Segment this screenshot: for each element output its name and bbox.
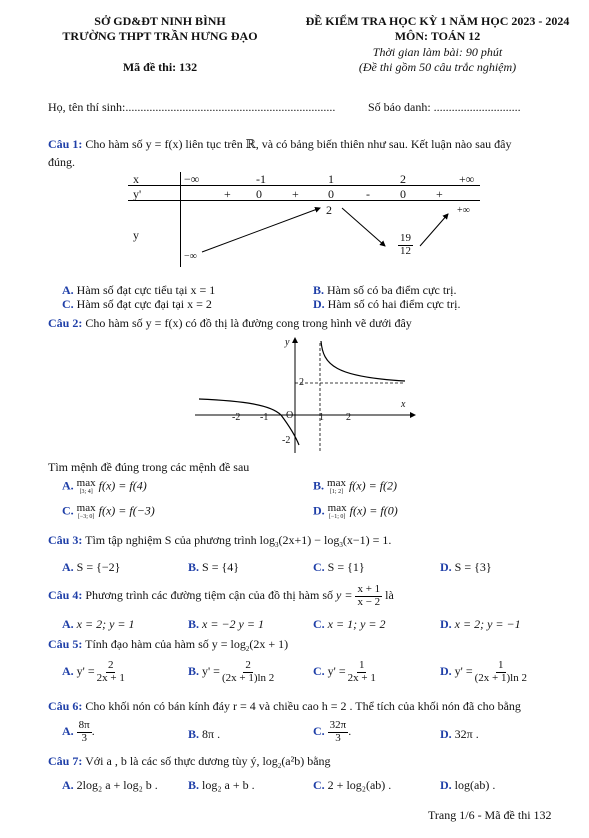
- y-value-fraction: $\frac{19}{12}$: [400, 232, 411, 257]
- answer-d[interactable]: D. x = 2; y = −1: [440, 617, 521, 631]
- graph-origin: O: [286, 410, 294, 421]
- x-value: +∞: [459, 172, 475, 186]
- graph-tick: -2: [282, 435, 291, 446]
- graph-x-label: x: [401, 399, 406, 410]
- answer-c[interactable]: C. max [−3; 0] f(x) = f(−3): [62, 502, 155, 520]
- exam-time: Thời gian làm bài: 90 phút: [372, 45, 503, 59]
- question-6: Câu 6: Cho khối nón có bán kính đáy r = 4 và chiều cao h = 2 . Thể tích của khối nón đã cho bằng: [48, 699, 521, 713]
- y-value: 2: [326, 203, 332, 217]
- school-name: TRƯỜNG THPT TRẦN HƯNG ĐẠO: [62, 29, 258, 43]
- function-graph: [195, 335, 420, 455]
- dept-name: SỞ GD&ĐT NINH BÌNH: [94, 14, 226, 28]
- question-number: Câu 1:: [48, 137, 83, 151]
- answer-c[interactable]: C. y' = $\frac{1}{2x + 1}$: [313, 659, 376, 684]
- y-value: −∞: [184, 251, 197, 262]
- answer-a[interactable]: A. max [3; 4] f(x) = f(4): [62, 477, 147, 495]
- answer-d[interactable]: D. 32π .: [440, 727, 479, 741]
- y-value: +∞: [457, 205, 470, 216]
- page-footer: Trang 1/6 - Mã đề thi 132: [428, 808, 552, 822]
- graph-tick: 2: [299, 377, 304, 388]
- answer-c[interactable]: C. 2 + log₂(ab) .: [313, 778, 392, 792]
- question-text: Cho hàm số y = f(x) liên tục trên ℝ, và có bảng biến thiên như sau. Kết luận nào sau đây: [85, 137, 512, 151]
- sign: -: [366, 187, 370, 201]
- answer-d[interactable]: D. log(ab) .: [440, 778, 496, 792]
- answer-a[interactable]: A. 2log₂ a + log₂ b .: [62, 778, 158, 792]
- answer-b[interactable]: B. log₂ a + b .: [188, 778, 255, 792]
- answer-b[interactable]: B. S = {4}: [188, 560, 239, 574]
- graph-tick: 1: [319, 412, 324, 423]
- student-name-field: Họ, tên thí sinh:......................................................................: [48, 100, 336, 114]
- x-value: -1: [256, 172, 266, 186]
- answer-c[interactable]: C. $\frac{32\pi}{3}$ .: [313, 719, 352, 744]
- question-2-prompt: Tìm mệnh đề đúng trong các mệnh đề sau: [48, 460, 250, 474]
- variation-arrows: [180, 200, 480, 270]
- sign: +: [436, 187, 443, 201]
- x-value: 2: [400, 172, 406, 186]
- sign: 0: [400, 187, 406, 201]
- answer-b[interactable]: B. max [1; 2] f(x) = f(2): [313, 477, 398, 495]
- exam-code: Mã đề thi: 132: [122, 60, 198, 74]
- graph-tick: 2: [346, 412, 351, 423]
- student-number-field: Số báo danh: .............................: [368, 100, 521, 114]
- x-label: x: [133, 172, 139, 186]
- question-7: Câu 7: Với a , b là các số thực dương tùy ý, $\log_2(a^2b)$ bằng: [48, 754, 331, 770]
- sign: +: [292, 187, 299, 201]
- question-2: Câu 2: Cho hàm số y = f(x) có đồ thị là đường cong trong hình vẽ dưới đây: [48, 316, 412, 330]
- graph-tick: -1: [260, 412, 269, 423]
- question-5: Câu 5: Tính đạo hàm của hàm số $y = \log_2(2x + 1)$: [48, 637, 289, 653]
- answer-c[interactable]: C. Hàm số đạt cực đại tại x = 2: [62, 297, 212, 311]
- x-value: −∞: [184, 172, 200, 186]
- question-text-cont: đúng.: [48, 155, 75, 169]
- answer-b[interactable]: B. x = −2 y = 1: [188, 617, 264, 631]
- question-1: [48, 137, 511, 152]
- sign: 0: [256, 187, 262, 201]
- sign: 0: [328, 187, 334, 201]
- question-4: Câu 4: Phương trình các đường tiệm cận của đồ thị hàm số y = $\frac{x + 1}{x - 2}$ là: [48, 583, 394, 608]
- yp-label: y': [133, 187, 142, 201]
- answer-b[interactable]: B. Hàm số có ba điểm cực trị.: [313, 283, 457, 297]
- answer-a[interactable]: A. S = {−2}: [62, 560, 121, 574]
- answer-c[interactable]: C. x = 1; y = 2: [313, 617, 386, 631]
- subject: MÔN: TOÁN 12: [394, 29, 481, 43]
- answer-d[interactable]: D. S = {3}: [440, 560, 492, 574]
- answer-a[interactable]: A. $\frac{8\pi}{3}$ .: [62, 719, 95, 744]
- answer-d[interactable]: D. y' = $\frac{1}{(2x + 1)\ln 2}$: [440, 659, 527, 684]
- answer-d[interactable]: D. max [−1; 0] f(x) = f(0): [313, 502, 398, 520]
- graph-tick: -2: [232, 412, 241, 423]
- answer-a[interactable]: A. x = 2; y = 1: [62, 617, 135, 631]
- exam-title: ĐỀ KIỂM TRA HỌC KỲ 1 NĂM HỌC 2023 - 2024: [305, 14, 570, 28]
- answer-d[interactable]: D. Hàm số có hai điểm cực trị.: [313, 297, 461, 311]
- question-3: Câu 3: Tìm tập nghiệm S của phương trình $\log_3(2x+1) - \log_3(x-1) = 1$.: [48, 533, 392, 549]
- graph-y-label: y: [285, 337, 290, 348]
- y-label: y: [133, 228, 139, 242]
- answer-b[interactable]: B. 8π .: [188, 727, 221, 741]
- answer-b[interactable]: B. y' = $\frac{2}{(2x + 1)\ln 2}$: [188, 659, 275, 684]
- exam-note: (Đề thi gồm 50 câu trắc nghiệm): [358, 60, 517, 74]
- sign: +: [224, 187, 231, 201]
- x-value: 1: [328, 172, 334, 186]
- answer-a[interactable]: A. Hàm số đạt cực tiểu tại x = 1: [62, 283, 216, 297]
- answer-c[interactable]: C. S = {1}: [313, 560, 365, 574]
- answer-a[interactable]: A. y' = $\frac{2}{2x + 1}$: [62, 659, 125, 684]
